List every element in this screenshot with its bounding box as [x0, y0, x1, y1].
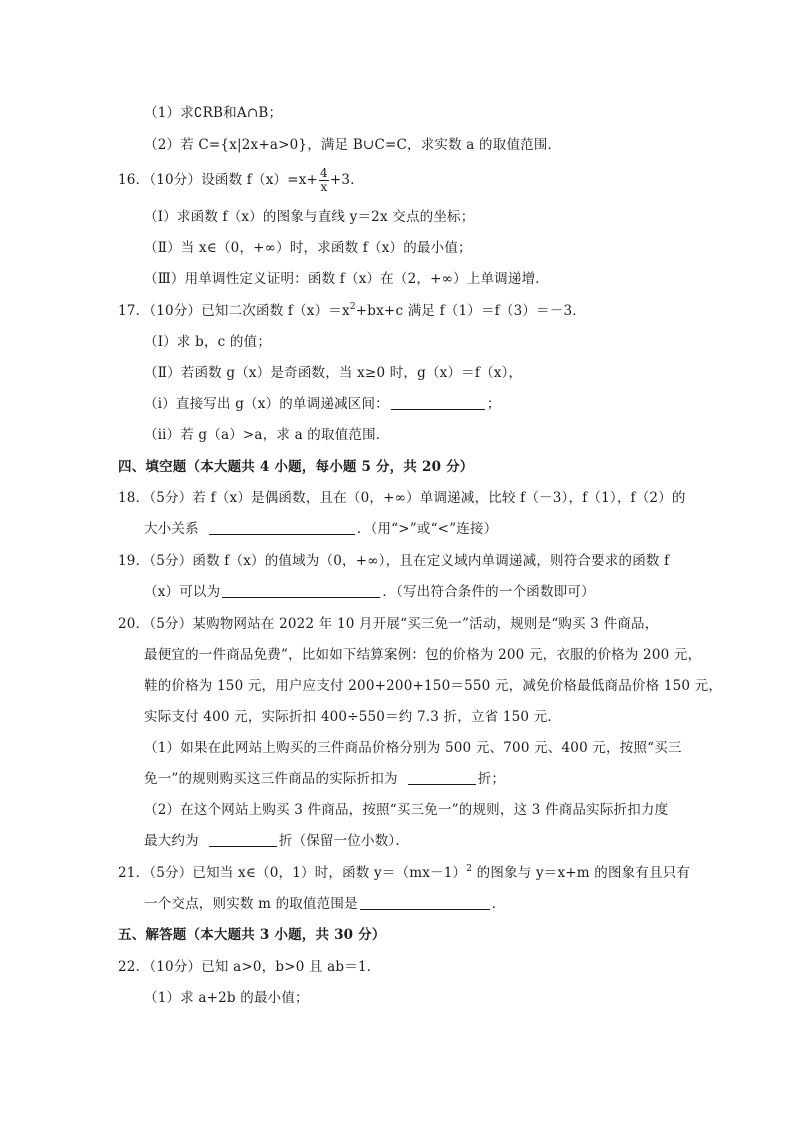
q17-part2-ii: （ⅱ）若 g（a）>a，求 a 的取值范围． — [144, 427, 390, 443]
q20-stem-1: 20．（5分）某购物网站在 2022 年 10 月开展“买三免一”活动，规则是“购买 3 件商品， — [118, 616, 659, 632]
q16-part3: （Ⅲ）用单调性定义证明：函数 f（x）在（2，+∞）上单调递增． — [144, 271, 549, 287]
q17-part2: （Ⅱ）若函数 g（x）是奇函数，当 x≥0 时，g（x）＝f（x）， — [144, 365, 523, 381]
q22-stem: 22．（10分）已知 a>0，b>0 且 ab＝1． — [118, 959, 381, 975]
q16-part1: （Ⅰ）求函数 f（x）的图象与直线 y＝2x 交点的坐标； — [144, 209, 475, 225]
answer-blank[interactable] — [222, 583, 380, 598]
q15-part1: （1）求∁RB和A∩B； — [144, 105, 283, 121]
q16-stem: 16．（10分）设函数 f（x）=x+ $\frac{4}{x}$ +3． — [118, 166, 364, 194]
fraction-4-over-x: $\frac{4}{x}$ — [320, 166, 328, 194]
q17-stem: 17．（10分）已知二次函数 $f(x)=x^2+bx+c$ 满足 f（1）＝f（3）＝－3． — [118, 302, 586, 319]
q18-answer-line: 大小关系 ．（用“>”或“<”连接） — [144, 521, 498, 537]
q20-part2-answer: 最大约为 折（保留一位小数）． — [144, 833, 410, 849]
answer-blank[interactable] — [391, 395, 485, 410]
q21-answer-line: 一个交点，则实数 m 的取值范围是 ． — [144, 896, 506, 912]
q20-part1-answer: 免一”的规则购买这三件商品的实际折扣为 折； — [144, 771, 506, 787]
answer-blank[interactable] — [360, 895, 490, 910]
section-heading-solutions: 五、解答题（本大题共 3 小题，共 30 分） — [118, 927, 386, 943]
q19-stem: 19．（5分）函数 f（x）的值域为（0，+∞），且在定义域内单调递减，则符合要求的函数 f — [118, 553, 670, 569]
q20-stem-2: 最便宜的一件商品免费”，比如如下结算案例：包的价格为 200 元，衣服的价格为 200 元， — [144, 647, 702, 663]
q22-part1: （1）求 a+2b 的最小值； — [144, 990, 309, 1006]
q20-stem-4: 实际支付 400 元，实际折扣 400÷550＝约 7.3 折，立省 150 元． — [144, 709, 562, 725]
q20-part2: （2）在这个网站上购买 3 件商品，按照“买三免一”的规则，这 3 件商品实际折扣力度 — [144, 802, 669, 818]
q17-part1: （Ⅰ）求 b，c 的值； — [144, 334, 272, 350]
answer-blank[interactable] — [209, 832, 277, 847]
q20-stem-3: 鞋的价格为 150 元，用户应支付 200+200+150＝550 元，减免价格最低商品价格 150 元， — [144, 678, 723, 694]
q19-answer-line: （x）可以为 ．（写出符合条件的一个函数即可） — [144, 584, 595, 600]
q15-part2: （2）若 C={x|2x+a>0}，满足 B∪C=C，求实数 a 的取值范围． — [144, 137, 562, 153]
q20-part1: （1）如果在此网站上购买的三件商品价格分别为 500 元、700 元、400 元，按照“买三 — [144, 740, 682, 756]
q18-stem: 18．（5分）若 f（x）是偶函数，且在（0，+∞）单调递减，比较 f（－3），f（1），f（2）的 — [118, 490, 686, 506]
q17-part2-i: （ⅰ）直接写出 g（x）的单调递减区间： ； — [144, 396, 501, 412]
section-heading-fill-in: 四、填空题（本大题共 4 小题，每小题 5 分，共 20 分） — [118, 459, 474, 475]
answer-blank[interactable] — [209, 520, 355, 535]
answer-blank[interactable] — [408, 770, 476, 785]
q16-part2: （Ⅱ）当 x∈（0，+∞）时，求函数 f（x）的最小值； — [144, 240, 472, 256]
q21-stem: 21．（5分）已知当 x∈（0，1）时，函数 $y=(mx-1)^2$ 的图象与 y＝x+m 的图象有且只有 — [118, 864, 691, 881]
